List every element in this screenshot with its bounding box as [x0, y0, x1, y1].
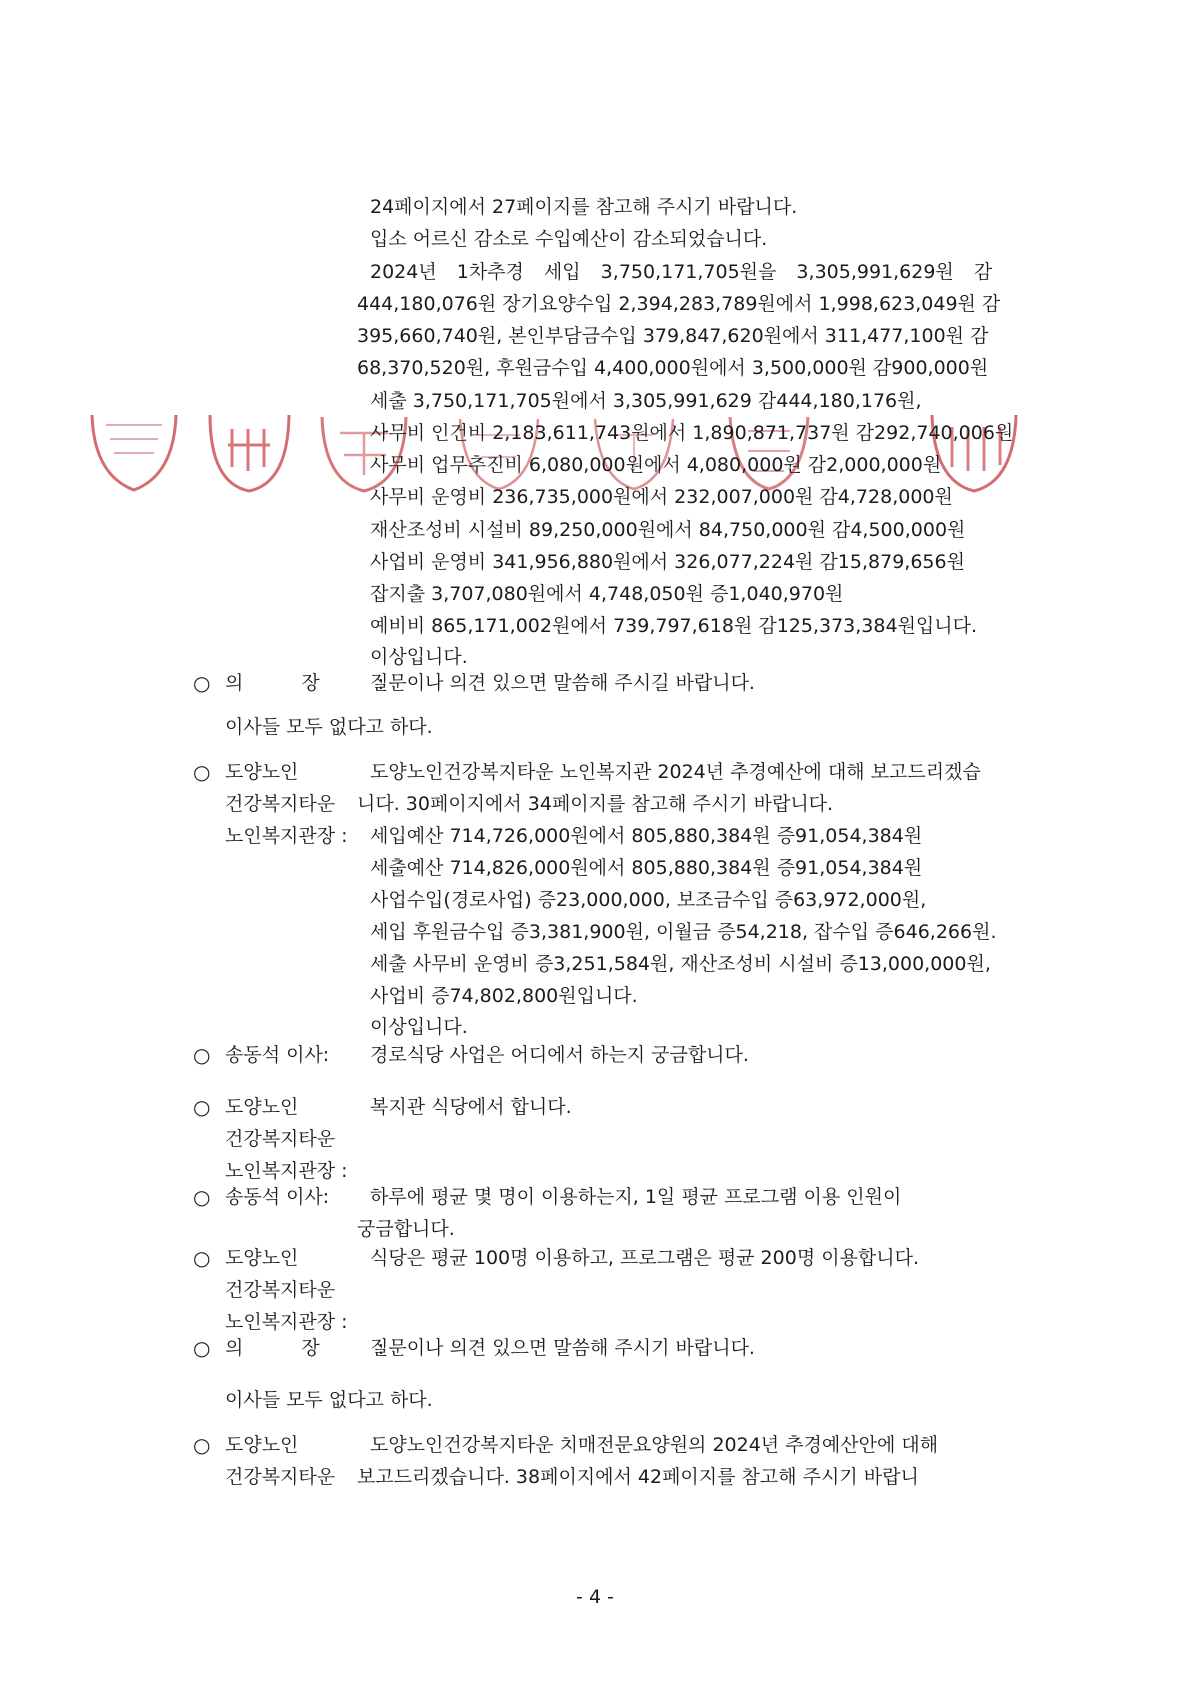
budget-line: 2024년 1차추경 세입 3,750,171,705원을 3,305,991,629원 감	[370, 261, 993, 283]
speaker-director: 건강복지타운	[225, 793, 336, 815]
speaker-director: 건강복지타운	[225, 1279, 336, 1301]
bullet-icon: ○	[193, 1095, 211, 1119]
budget-line: 예비비 865,171,002원에서 739,797,618원 감125,373,384원입니다.	[370, 615, 978, 637]
budget-line: 사무비 인건비 2,183,611,743원에서 1,890,871,737원 감292,740,006원	[370, 422, 1014, 444]
song-question: 궁금합니다.	[357, 1218, 455, 1240]
speaker-director: 도양노인	[225, 761, 299, 783]
directors-response: 이사들 모두 없다고 하다.	[225, 1389, 433, 1411]
budget-line: 사무비 운영비 236,735,000원에서 232,007,000원 감4,728,000원	[370, 486, 953, 508]
speaker-chair: 의 장 :	[225, 1337, 385, 1359]
report-line: 사업비 증74,802,800원입니다.	[370, 985, 638, 1007]
budget-line: 재산조성비 시설비 89,250,000원에서 84,750,000원 감4,500,000원	[370, 519, 966, 541]
report-line: 도양노인건강복지타운 치매전문요양원의 2024년 추경예산안에 대해	[370, 1434, 939, 1456]
report-line: 니다. 30페이지에서 34페이지를 참고해 주시기 바랍니다.	[357, 793, 834, 815]
report-line: 이상입니다.	[370, 1016, 468, 1038]
bullet-icon: ○	[193, 1336, 211, 1360]
speaker-director: 노인복지관장 :	[225, 825, 348, 847]
chair-question: 질문이나 의견 있으면 말씀해 주시길 바랍니다.	[370, 672, 755, 694]
chair-question: 질문이나 의견 있으면 말씀해 주시기 바랍니다.	[370, 1337, 755, 1359]
report-line: 도양노인건강복지타운 노인복지관 2024년 추경예산에 대해 보고드리겠습	[370, 761, 981, 783]
budget-line: 24페이지에서 27페이지를 참고해 주시기 바랍니다.	[370, 196, 798, 218]
speaker-song: 송동석 이사:	[225, 1186, 330, 1208]
budget-line: 잡지출 3,707,080원에서 4,748,050원 증1,040,970원	[370, 583, 844, 605]
speaker-director: 노인복지관장 :	[225, 1160, 348, 1182]
report-line: 사업수입(경로사업) 증23,000,000, 보조금수입 증63,972,000원,	[370, 889, 927, 911]
page-number: - 4 -	[576, 1586, 614, 1608]
seal-stamp-1	[84, 405, 184, 500]
budget-line: 사무비 업무추진비 6,080,000원에서 4,080,000원 감2,000,000원	[370, 454, 942, 476]
director-answer: 식당은 평균 100명 이용하고, 프로그램은 평균 200명 이용합니다.	[370, 1247, 920, 1269]
report-line: 세출 사무비 운영비 증3,251,584원, 재산조성비 시설비 증13,000,000원,	[370, 953, 991, 975]
director-answer: 복지관 식당에서 합니다.	[370, 1096, 572, 1118]
report-line: 세출예산 714,826,000원에서 805,880,384원 증91,054,384원	[370, 857, 923, 879]
bullet-icon: ○	[193, 1433, 211, 1457]
budget-line: 사업비 운영비 341,956,880원에서 326,077,224원 감15,879,656원	[370, 551, 965, 573]
budget-line: 입소 어르신 감소로 수입예산이 감소되었습니다.	[370, 228, 768, 250]
song-question: 하루에 평균 몇 명이 이용하는지, 1일 평균 프로그램 이용 인원이	[370, 1186, 902, 1208]
report-line: 세입예산 714,726,000원에서 805,880,384원 증91,054,384원	[370, 825, 923, 847]
speaker-chair: 의 장 :	[225, 672, 385, 694]
budget-line: 444,180,076원 장기요양수입 2,394,283,789원에서 1,998,623,049원 감	[357, 293, 1001, 315]
budget-line: 395,660,740원, 본인부담금수입 379,847,620원에서 311,477,100원 감	[357, 325, 989, 347]
speaker-director: 건강복지타운	[225, 1128, 336, 1150]
speaker-song: 송동석 이사:	[225, 1044, 330, 1066]
speaker-director: 도양노인	[225, 1096, 299, 1118]
bullet-icon: ○	[193, 1185, 211, 1209]
budget-line: 이상입니다.	[370, 646, 468, 668]
bullet-icon: ○	[193, 671, 211, 695]
report-line: 세입 후원금수입 증3,381,900원, 이월금 증54,218, 잡수입 증646,266원.	[370, 921, 997, 943]
budget-line: 세출 3,750,171,705원에서 3,305,991,629 감444,180,176원,	[370, 390, 922, 412]
report-line: 보고드리겠습니다. 38페이지에서 42페이지를 참고해 주시기 바랍니	[357, 1466, 919, 1488]
speaker-director: 도양노인	[225, 1247, 299, 1269]
speaker-director: 노인복지관장 :	[225, 1311, 348, 1333]
directors-response: 이사들 모두 없다고 하다.	[225, 716, 433, 738]
bullet-icon: ○	[193, 1246, 211, 1270]
speaker-director: 건강복지타운	[225, 1466, 336, 1488]
seal-stamp-2	[202, 405, 297, 500]
speaker-director: 도양노인	[225, 1434, 299, 1456]
bullet-icon: ○	[193, 760, 211, 784]
song-question: 경로식당 사업은 어디에서 하는지 궁금합니다.	[370, 1044, 749, 1066]
bullet-icon: ○	[193, 1043, 211, 1067]
budget-line: 68,370,520원, 후원금수입 4,400,000원에서 3,500,000원 감900,000원	[357, 357, 989, 379]
